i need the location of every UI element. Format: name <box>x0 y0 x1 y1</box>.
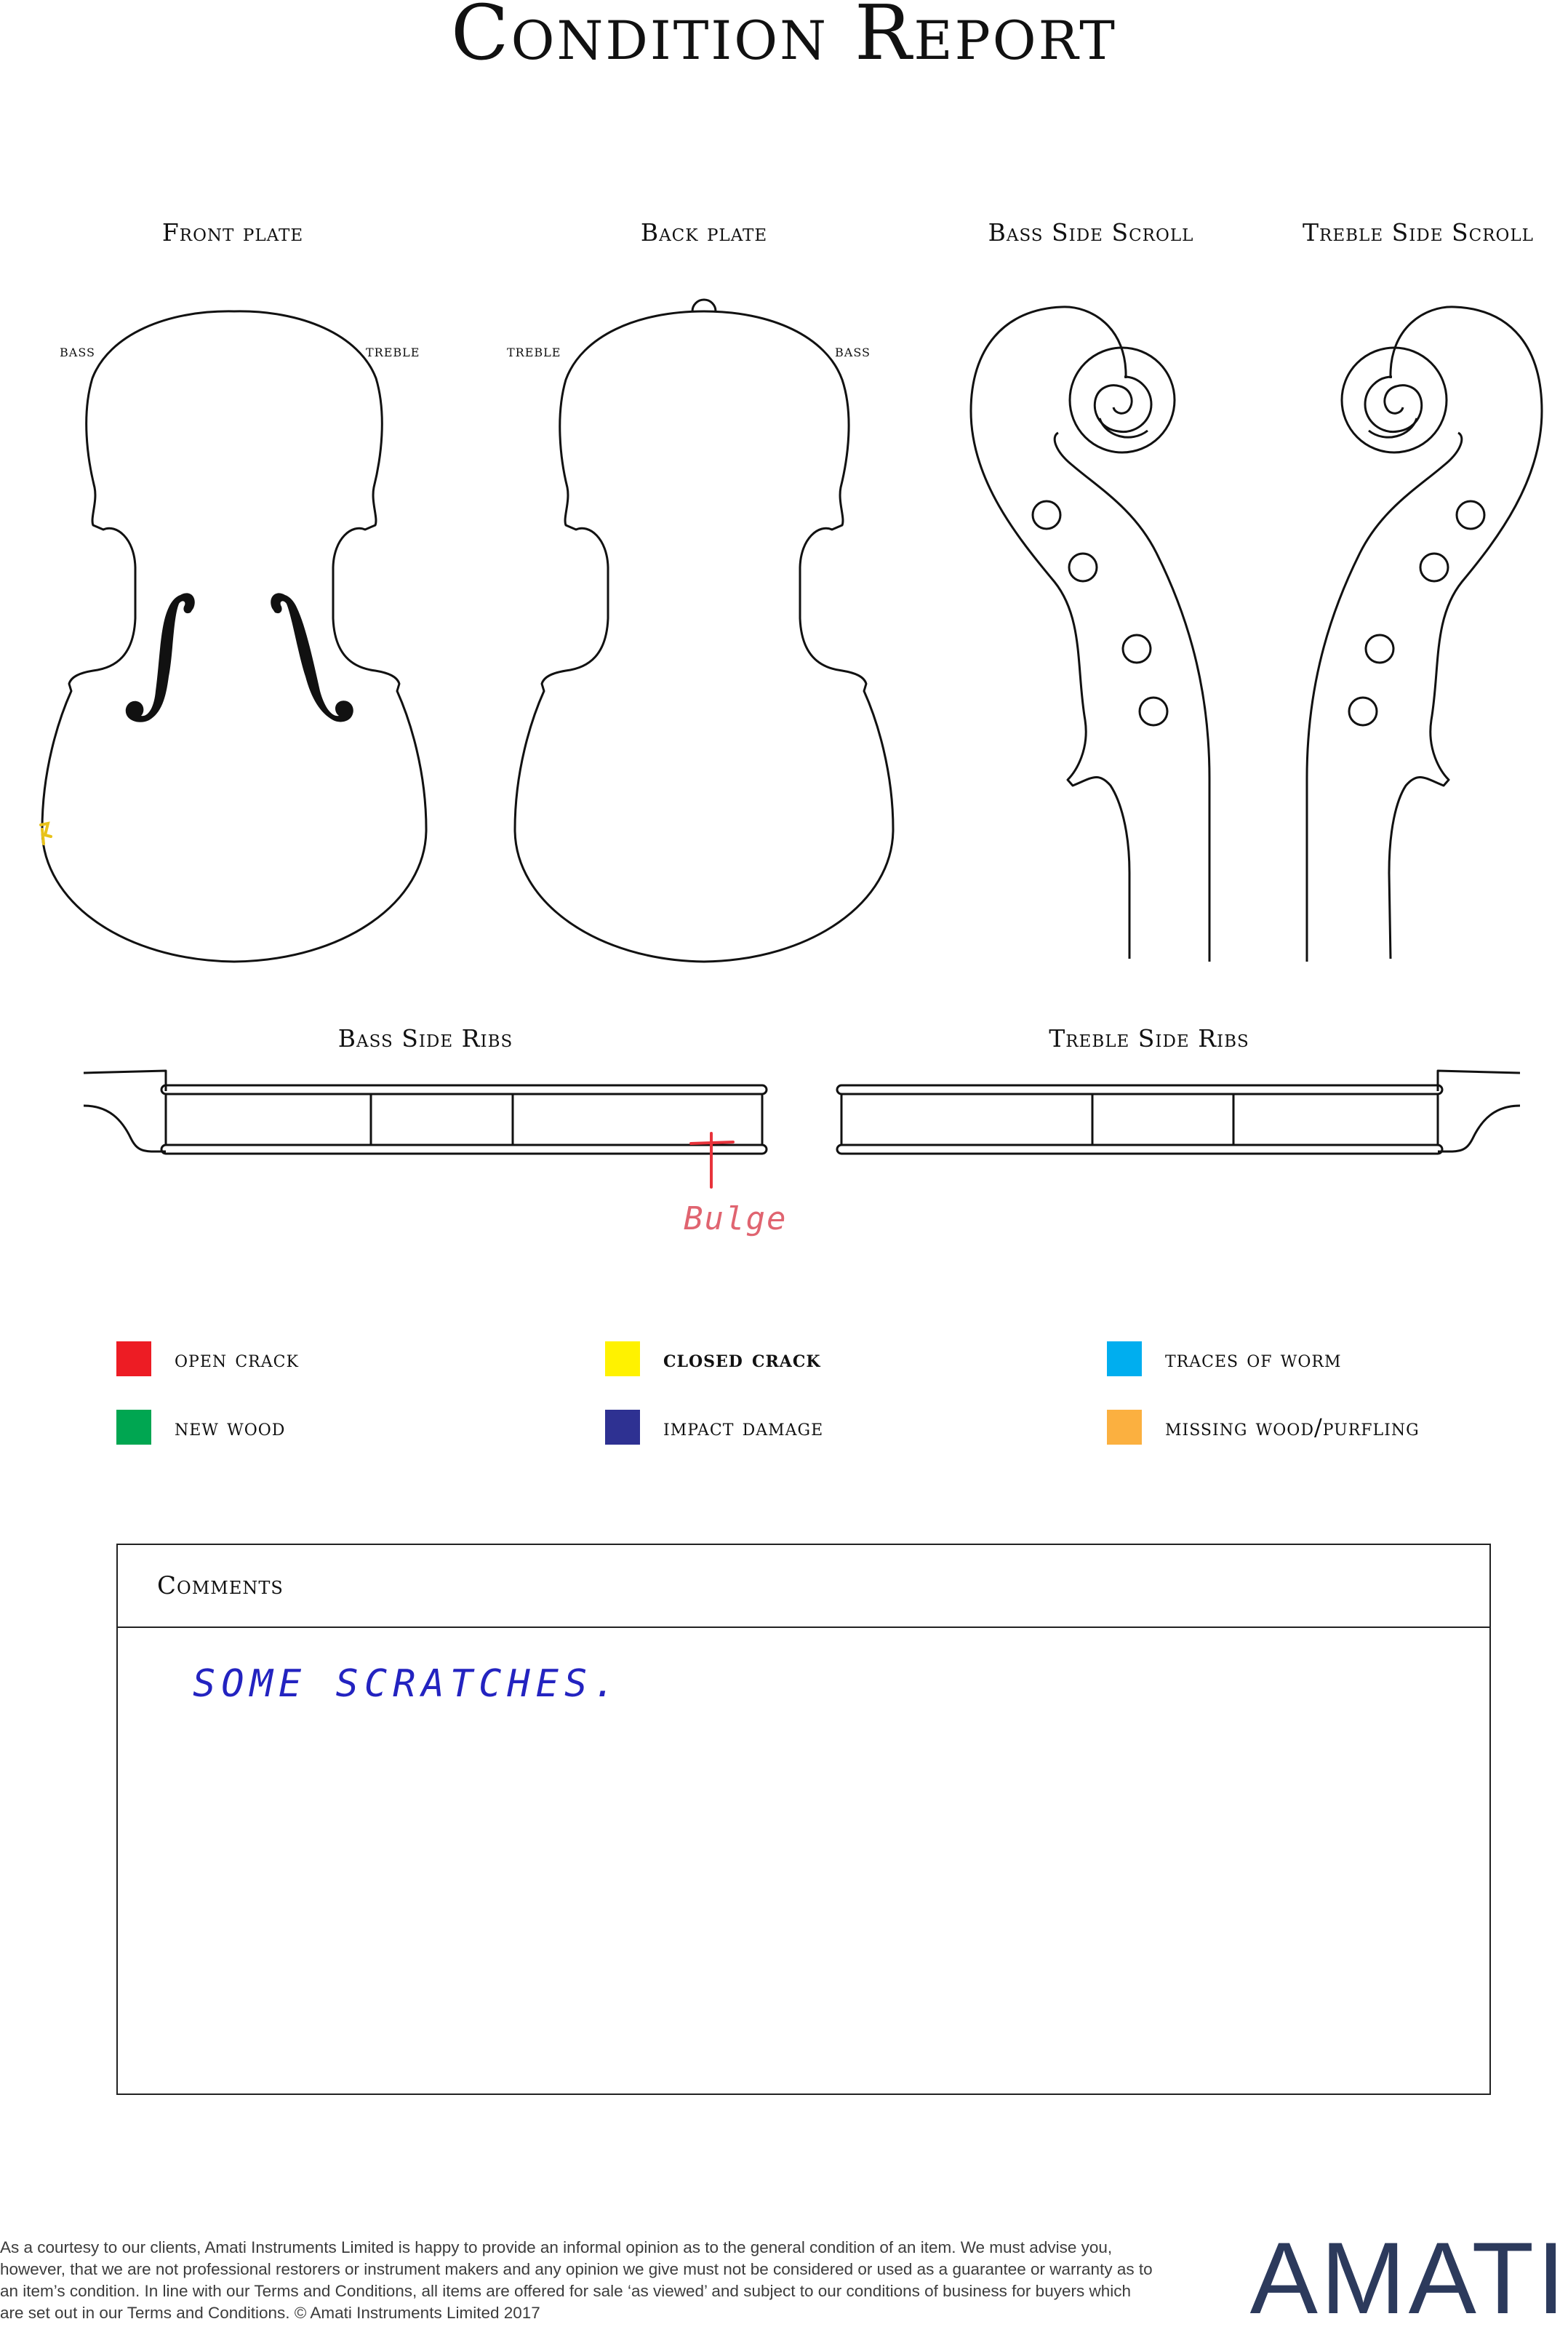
legend-item-open-crack <box>116 1341 299 1377</box>
amati-logo: AMATI <box>1249 2221 1568 2335</box>
new-wood-swatch <box>116 1410 151 1445</box>
front-plate-treble-label: treble <box>366 342 420 361</box>
legend-label: open crack <box>175 1345 299 1373</box>
treble-side-scroll-drawing <box>1307 307 1542 962</box>
impact-damage-swatch <box>605 1410 640 1445</box>
legend-item-traces-of-worm <box>1107 1341 1341 1377</box>
back-plate-outline <box>515 311 893 962</box>
bass-side-scroll-drawing <box>971 307 1209 962</box>
legend-item-closed-crack <box>605 1341 821 1377</box>
page-title: Condition Report <box>451 0 1117 77</box>
open-crack-swatch <box>116 1341 151 1376</box>
bass-side-scroll-label: Bass Side Scroll <box>988 218 1194 247</box>
legend-label: impact damage <box>663 1413 824 1441</box>
missing-wood-swatch <box>1107 1410 1142 1445</box>
legend-item-impact-damage <box>605 1409 823 1445</box>
back-plate-button <box>692 300 716 311</box>
bass-side-ribs-label: Bass Side Ribs <box>337 1024 513 1053</box>
closed-crack-swatch <box>605 1341 640 1376</box>
traces-of-worm-swatch <box>1107 1341 1142 1376</box>
front-plate-outline <box>42 311 426 962</box>
back-plate-label: Back plate <box>640 218 768 247</box>
treble-side-ribs-drawing <box>837 1071 1520 1154</box>
footer-disclaimer: As a courtesy to our clients, Amati Instruments Limited is happy to provide an informal opinion as to the general condition of an item. We must advise you, however, that we are not professional restorers or instrument makers and any opinion we give must not be considered or used as a guarantee or warranty as to an item’s condition. In line with our Terms and Conditions, all items are offered for sale ‘as viewed’ and subject to our conditions of business for buyers which are set out in our Terms and Conditions. © Amati Instruments Limited 2017 <box>0 2238 1153 2322</box>
legend-item-missing-wood <box>1107 1409 1420 1445</box>
treble-f-hole <box>271 593 353 722</box>
legend-label: missing wood/purfling <box>1165 1413 1420 1441</box>
comments-text: SOME SCRATCHES. <box>193 1662 622 1706</box>
front-plate-bass-label: bass <box>60 342 95 361</box>
bulge-annotation: Bulge <box>684 1200 788 1237</box>
bulge-mark <box>691 1133 733 1187</box>
f-holes <box>126 593 353 722</box>
treble-side-scroll-label: Treble Side Scroll <box>1303 218 1534 247</box>
legend-item-new-wood <box>116 1409 285 1445</box>
back-plate-treble-label: treble <box>507 342 561 361</box>
legend-label: new wood <box>175 1413 286 1441</box>
treble-side-ribs-label: Treble Side Ribs <box>1049 1024 1249 1053</box>
legend-label: closed crack <box>663 1345 821 1373</box>
comments-box[interactable] <box>116 1544 1491 2095</box>
bass-side-ribs-drawing <box>84 1071 767 1154</box>
legend-label: traces of worm <box>1165 1345 1342 1373</box>
back-plate-bass-label: bass <box>835 342 871 361</box>
comments-heading: Comments <box>118 1545 1489 1628</box>
front-plate-label: Front plate <box>161 218 304 247</box>
